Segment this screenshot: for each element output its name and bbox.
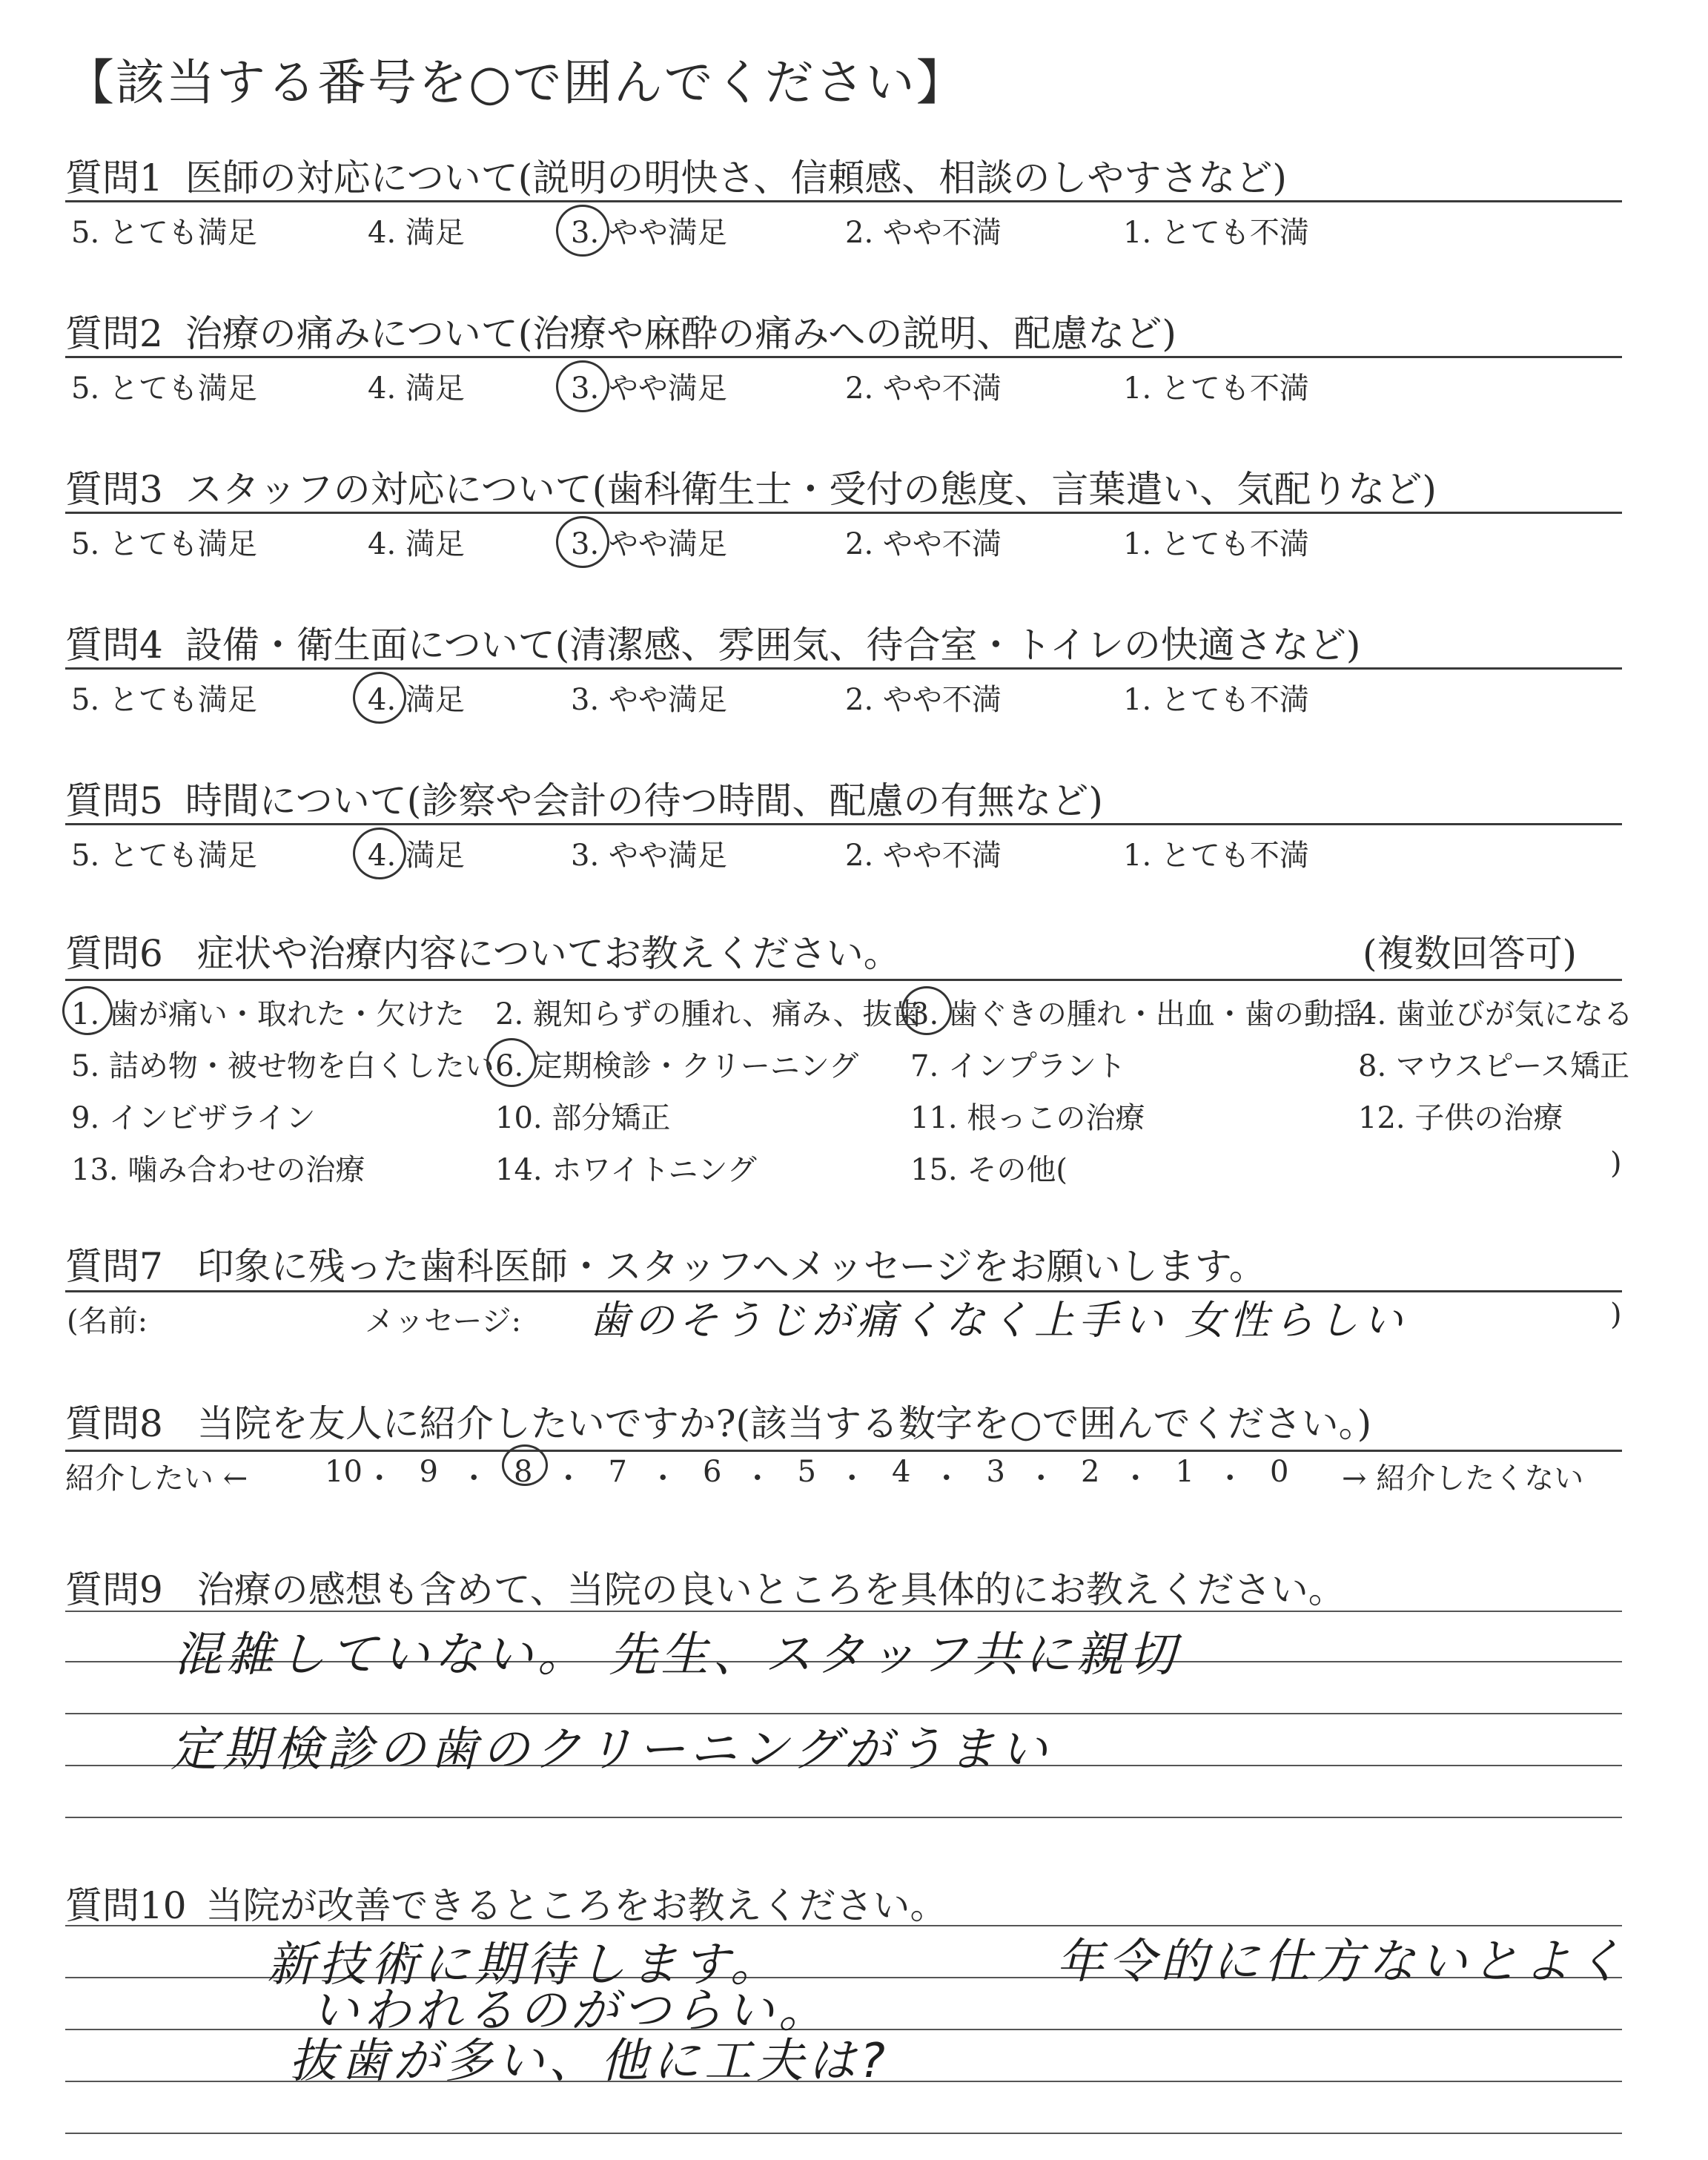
q4-text: 設備・衛生面について(清潔感、雰囲気、待合室・トイレの快適さなど) — [185, 624, 1361, 667]
q8-scale-separator: ・ — [1026, 1462, 1056, 1496]
q8-scale-1[interactable]: 1 — [1175, 1455, 1194, 1489]
q1-rule — [65, 200, 1622, 202]
q6-option-7[interactable]: 7. インプラント — [910, 1049, 1126, 1083]
q6-selection-circle — [62, 986, 113, 1035]
q6-option-4[interactable]: 4. 歯並びが気になる — [1358, 997, 1633, 1031]
q8-scale-separator: ・ — [837, 1462, 867, 1496]
q10-answer-line-2[interactable]: 年令的に仕方ないとよく — [1056, 1935, 1627, 1989]
q1-option-3[interactable]: 3. やや満足 — [571, 216, 727, 250]
q5-text: 時間について(診察や会計の待つ時間、配慮の有無など) — [185, 779, 1103, 822]
q10-number: 質問10 — [65, 1884, 187, 1927]
q6-option-9[interactable]: 9. インビザライン — [71, 1101, 316, 1135]
q3-selection-circle — [556, 516, 609, 568]
q6-option-3[interactable]: 3. 歯ぐきの腫れ・出血・歯の動揺 — [910, 997, 1363, 1031]
q6-option-10[interactable]: 10. 部分矯正 — [495, 1101, 671, 1135]
q3-text: スタッフの対応について(歯科衛生士・受付の態度、言葉遣い、気配りなど) — [185, 468, 1437, 511]
q8-right-label: → 紹介したくない — [1342, 1462, 1584, 1496]
q8-left-label: 紹介したい ← — [65, 1462, 248, 1496]
q8-scale-2[interactable]: 2 — [1081, 1455, 1100, 1489]
q5-option-3[interactable]: 3. やや満足 — [571, 839, 727, 873]
q2-selection-circle — [556, 360, 609, 412]
q6-option-8[interactable]: 8. マウスピース矯正 — [1358, 1049, 1630, 1083]
q8-scale-separator: ・ — [1215, 1462, 1245, 1496]
q4-option-4[interactable]: 4. 満足 — [368, 683, 465, 717]
q2-rule — [65, 356, 1622, 358]
q6-title — [65, 924, 901, 977]
q5-option-1[interactable]: 1. とても不満 — [1123, 839, 1309, 873]
q6-option-5[interactable]: 5. 詰め物・被せ物を白くしたい — [71, 1049, 494, 1083]
q8-scale-separator: ・ — [553, 1462, 583, 1496]
q6-option-14[interactable]: 14. ホワイトニング — [495, 1153, 757, 1187]
q6-option-13[interactable]: 13. 噛み合わせの治療 — [71, 1153, 365, 1187]
q9-answer-line-2[interactable]: 定期検診の歯のクリーニングがうまい — [171, 1723, 1052, 1777]
q7-text: 印象に残った歯科医師・スタッフへメッセージをお願いします。 — [196, 1245, 1266, 1288]
q6-number: 質問6 — [65, 932, 163, 975]
q10-title — [65, 1876, 947, 1929]
q1-option-2[interactable]: 2. やや不満 — [845, 216, 1002, 250]
q2-option-5[interactable]: 5. とても満足 — [71, 371, 257, 406]
q4-rule — [65, 667, 1622, 670]
q8-scale-separator: ・ — [742, 1462, 772, 1496]
q10-text: 当院が改善できるところをお教えください。 — [205, 1884, 947, 1927]
q9-line-1 — [65, 1611, 1622, 1612]
q4-title — [65, 615, 1360, 669]
q6-note: (複数回答可) — [1363, 932, 1578, 975]
q3-title — [65, 460, 1437, 513]
q4-number: 質問4 — [65, 624, 163, 667]
q10-answer-line-4[interactable]: 抜歯が多い、他に工夫は? — [289, 2034, 890, 2089]
q8-scale-9[interactable]: 9 — [419, 1455, 438, 1489]
q8-scale-4[interactable]: 4 — [892, 1455, 911, 1489]
q7-close-paren: ) — [1610, 1298, 1622, 1332]
q8-scale-6[interactable]: 6 — [703, 1455, 722, 1489]
q5-selection-circle — [353, 828, 406, 879]
q3-option-1[interactable]: 1. とても不満 — [1123, 527, 1309, 561]
q8-scale-separator: ・ — [1120, 1462, 1151, 1496]
q10-answer-line-3[interactable]: いわれるのがつらい。 — [311, 1984, 830, 2038]
q2-title — [65, 304, 1176, 357]
q8-number: 質問8 — [65, 1402, 163, 1445]
q4-option-2[interactable]: 2. やや不満 — [845, 683, 1002, 717]
q8-selection-circle — [502, 1444, 548, 1486]
q3-option-3[interactable]: 3. やや満足 — [571, 527, 727, 561]
q1-selection-circle — [556, 205, 609, 257]
q6-option-6[interactable]: 6. 定期検診・クリーニング — [495, 1049, 859, 1083]
q2-number: 質問2 — [65, 312, 163, 355]
q4-option-5[interactable]: 5. とても満足 — [71, 683, 257, 717]
q8-scale-0[interactable]: 0 — [1270, 1455, 1289, 1489]
q7-message-label: メッセージ: — [365, 1304, 522, 1338]
q6-option-2[interactable]: 2. 親知らずの腫れ、痛み、抜歯 — [495, 997, 922, 1031]
q2-option-3[interactable]: 3. やや満足 — [571, 371, 727, 406]
q1-option-4[interactable]: 4. 満足 — [368, 216, 465, 250]
q2-option-2[interactable]: 2. やや不満 — [845, 371, 1002, 406]
q1-text: 医師の対応について(説明の明快さ、信頼感、相談のしやすさなど) — [185, 156, 1287, 199]
q9-title — [65, 1560, 1345, 1614]
q3-option-2[interactable]: 2. やや不満 — [845, 527, 1002, 561]
q6-other-close-paren: ) — [1610, 1146, 1622, 1180]
q7-name-label: (名前: — [67, 1304, 148, 1338]
q4-option-3[interactable]: 3. やや満足 — [571, 683, 727, 717]
q8-scale-separator: ・ — [364, 1462, 394, 1496]
q6-selection-circle — [901, 986, 952, 1035]
q9-answer-line-1[interactable]: 混雑していない。 先生、スタッフ共に親切 — [174, 1628, 1180, 1682]
q9-text: 治療の感想も含めて、当院の良いところを具体的にお教えください。 — [196, 1568, 1345, 1611]
q7-title — [65, 1237, 1266, 1290]
q6-selection-circle — [486, 1038, 537, 1087]
q8-scale-separator: ・ — [648, 1462, 678, 1496]
q3-number: 質問3 — [65, 468, 163, 511]
page-header: 【該当する番号を○で囲んでください】 — [65, 54, 967, 111]
q5-option-2[interactable]: 2. やや不満 — [845, 839, 1002, 873]
q6-option-1[interactable]: 1. 歯が痛い・取れた・欠けた — [71, 997, 465, 1031]
q8-scale-7[interactable]: 7 — [608, 1455, 627, 1489]
q5-rule — [65, 823, 1622, 825]
q7-number: 質問7 — [65, 1245, 163, 1288]
q3-rule — [65, 512, 1622, 514]
q8-scale-5[interactable]: 5 — [797, 1455, 816, 1489]
q6-option-12[interactable]: 12. 子供の治療 — [1358, 1101, 1563, 1135]
q5-option-4[interactable]: 4. 満足 — [368, 839, 465, 873]
q6-option-15[interactable]: 15. その他( — [910, 1153, 1068, 1187]
q8-title — [65, 1394, 1371, 1447]
q8-scale-8[interactable]: 8 — [514, 1455, 533, 1489]
q8-scale-separator: ・ — [931, 1462, 961, 1496]
q6-option-11[interactable]: 11. 根っこの治療 — [910, 1101, 1145, 1135]
q9-number: 質問9 — [65, 1568, 163, 1611]
q8-scale-3[interactable]: 3 — [986, 1455, 1005, 1489]
q2-text: 治療の痛みについて(治療や麻酔の痛みへの説明、配慮など) — [185, 312, 1176, 355]
q3-option-4[interactable]: 4. 満足 — [368, 527, 465, 561]
q8-scale-separator: ・ — [459, 1462, 489, 1496]
q1-title — [65, 148, 1287, 202]
q1-number: 質問1 — [65, 156, 163, 199]
q1-option-1[interactable]: 1. とても不満 — [1123, 216, 1309, 250]
q7-message[interactable]: 歯のそうじが痛くなく上手い 女性らしい — [589, 1297, 1408, 1344]
q8-rule — [65, 1450, 1622, 1452]
q10-line-5 — [65, 2133, 1622, 2134]
q3-option-5[interactable]: 5. とても満足 — [71, 527, 257, 561]
q5-option-5[interactable]: 5. とても満足 — [71, 839, 257, 873]
q5-title — [65, 771, 1103, 825]
q5-number: 質問5 — [65, 779, 163, 822]
q2-option-1[interactable]: 1. とても不満 — [1123, 371, 1309, 406]
q6-rule — [65, 979, 1622, 981]
q8-scale-10[interactable]: 10 — [325, 1455, 363, 1489]
q4-selection-circle — [353, 672, 406, 724]
q1-option-5[interactable]: 5. とても満足 — [71, 216, 257, 250]
q4-option-1[interactable]: 1. とても不満 — [1123, 683, 1309, 717]
q8-text: 当院を友人に紹介したいですか?(該当する数字を○で囲んでください。) — [196, 1402, 1372, 1445]
q10-answer-line-1[interactable]: 新技術に期待します。 — [267, 1938, 782, 1992]
q6-text: 症状や治療内容についてお教えください。 — [196, 932, 901, 975]
q9-line-5 — [65, 1817, 1622, 1818]
q2-option-4[interactable]: 4. 満足 — [368, 371, 465, 406]
